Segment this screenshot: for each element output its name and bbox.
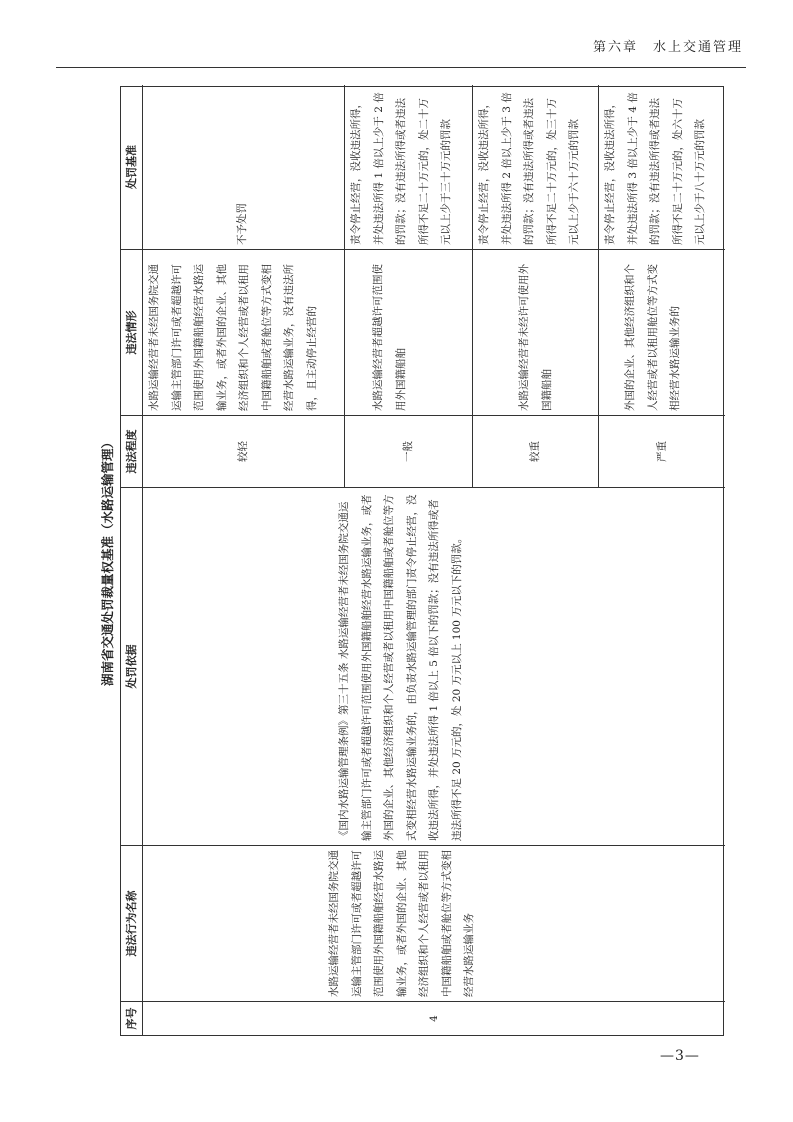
standard-cell: 责令停止经营，没收违法所得，并处违法所得 2 倍以上少于 3 倍的罚款；没有违法所得或者违法所得不足二十万元的，处三十万元以上少于六十万元的罚款 [473,85,599,249]
degree-cell: 较轻 [143,415,345,487]
violation-name: 水路运输经营者未经国务院交通运输主管部门许可或者超越许可范围使用外国籍船舶经营水路运输业务，或者外国的企业、其他经济组织和个人经营或者以租用中国籍船舶或者舱位等方式变相经营水路运输业务 [143,845,725,1001]
col-header-circumstance: 违法情形 [121,249,143,415]
col-header-name: 违法行为名称 [121,845,143,1001]
circumstance-cell: 水路运输经营者未经许可使用外国籍船舶 [473,249,599,415]
rotated-table [96,86,726,1036]
col-header-standard: 处罚基准 [121,85,143,249]
col-header-no: 序号 [121,1001,143,1035]
degree-cell: 一般 [345,415,473,487]
degree-cell: 严重 [599,415,725,487]
penalty-basis: 《国内水路运输管理条例》第三十五条 水路运输经营者未经国务院交通运输主管部门许可或者超越许可范围使用外国籍船舶经营水路运输业务，或者外国的企业、其他经济组织和个人经营或者以租用中国籍船舶或者舱位等方式变相经营水路运输业务的，由负责水路运输管理的部门责令停止经营，没收违法所得，并处违法所得 1 倍以上 5 倍以下的罚款；没有违法所得或者违法所得不足 20 万元的，处 20 万元以上 100 万元以下的罚款。 [143,487,725,845]
standard-cell: 责令停止经营，没收违法所得，并处违法所得 1 倍以上少于 2 倍的罚款；没有违法所得或者违法所得不足二十万元的，处二十万元以上少于三十万元的罚款 [345,85,473,249]
table-title: 湖南省交通处罚裁量权基准（水路运输管理） [100,436,115,687]
page-number: —3— [660,1048,700,1064]
degree-cell: 较重 [473,415,599,487]
standard-cell: 不予处罚 [143,85,345,249]
chapter-header: 第六章 水上交通管理 [592,40,743,55]
col-header-basis: 处罚依据 [121,487,143,845]
header-rule [56,67,746,68]
circumstance-cell: 水路运输经营者超越许可范围使用外国籍船舶 [345,249,473,415]
row-number: 4 [143,1001,725,1035]
circumstance-cell: 水路运输经营者未经国务院交通运输主管部门许可或者超越许可范围使用外国籍船舶经营水路运输业务，或者外国的企业、其他经济组织和个人经营或者以租用中国籍船舶或者舱位等方式变相经营水路运输业务，没有违法所得，且主动停止经营的 [143,249,345,415]
circumstance-cell: 外国的企业、其他经济组织和个人经营或者以租用舱位等方式变相经营水路运输业务的 [599,249,725,415]
col-header-degree: 违法程度 [121,415,143,487]
penalty-table [120,86,724,1036]
standard-cell: 责令停止经营，没收违法所得，并处违法所得 3 倍以上少于 4 倍的罚款；没有违法所得或者违法所得不足二十万元的，处六十万元以上少于八十万元的罚款 [604,92,706,245]
